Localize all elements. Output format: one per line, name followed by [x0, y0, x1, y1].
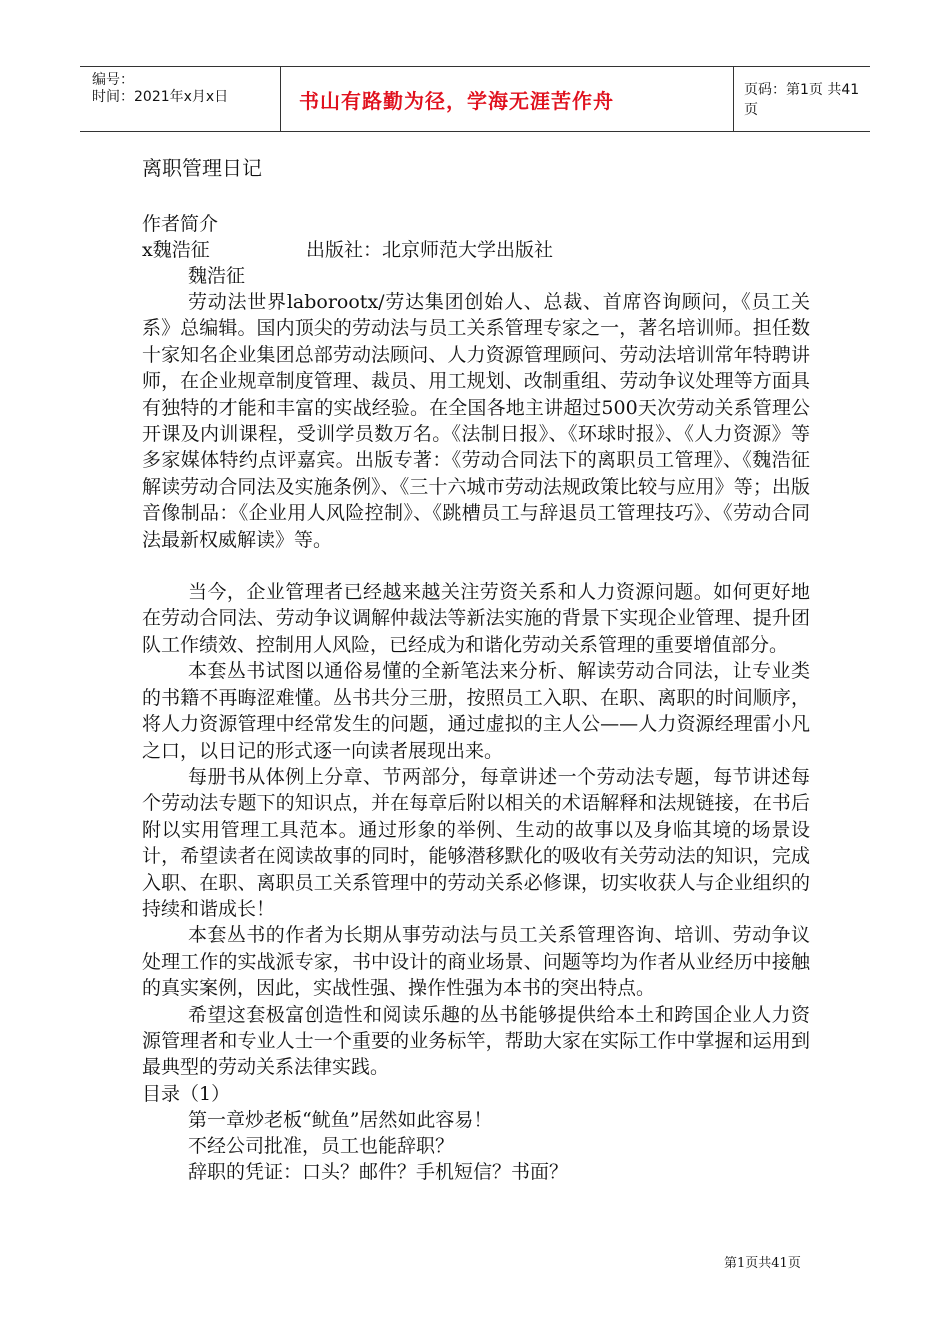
author-section-heading: 作者简介	[142, 213, 219, 235]
intro-paragraph: 本套丛书试图以通俗易懂的全新笔法来分析、解读劳动合同法，让专业类的书籍不再晦涩难懂。丛书共分三册，按照员工入职、在职、离职的时间顺序，将人力资源管理中经常发生的问题，通过虚拟的主人公——人力资源经理雷小凡之口，以日记的形式逐一向读者展现出来。	[142, 660, 810, 762]
header-page-label: 页码：第1页 共41页	[744, 82, 860, 118]
header-page-cell	[734, 67, 870, 131]
author-publisher-row	[142, 237, 810, 263]
intro-paragraph: 当今，企业管理者已经越来越关注劳资关系和人力资源问题。如何更好地在劳动合同法、劳动争议调解仲裁法等新法实施的背景下实现企业管理、提升团队工作绩效、控制用人风险，已经成为和谐化劳动关系管理的重要增值部分。	[142, 581, 810, 656]
toc-item: 辞职的凭证：口头？邮件？手机短信？书面？	[188, 1160, 569, 1183]
document-title: 离职管理日记	[142, 156, 262, 180]
author-bio: 劳动法世界laborootx/劳达集团创始人、总裁、首席咨询顾问，《员工关系》总编辑。国内顶尖的劳动法与员工关系管理专家之一，著名培训师。担任数十家知名企业集团总部劳动法顾问、人力资源管理顾问、劳动法培训常年特聘讲师，在企业规章制度管理、裁员、用工规划、改制重组、劳动争议处理等方面具有独特的才能和丰富的实战经验。在全国各地主讲超过500天次劳动关系管理公开课及内训课程，受训学员数万名。《法制日报》、《环球时报》、《人力资源》等多家媒体特约点评嘉宾。出版专著：《劳动合同法下的离职员工管理》、《魏浩征解读劳动合同法及实施条例》、《三十六城市劳动法规政策比较与应用》等；出版音像制品：《企业用人风险控制》、《跳槽员工与辞退员工管理技巧》、《劳动合同法最新权威解读》等。	[142, 291, 810, 551]
motto-text: 书山有路勤为径，学海无涯苦作舟	[299, 88, 614, 113]
toc-item: 不经公司批准，员工也能辞职？	[188, 1134, 455, 1157]
toc-heading: 目录（1）	[142, 1082, 231, 1105]
publisher-line: 出版社：北京师范大学出版社	[306, 239, 554, 261]
paragraph-gap	[142, 553, 810, 579]
intro-paragraph: 本套丛书的作者为长期从事劳动法与员工关系管理咨询、培训、劳动争议处理工作的实战派专家，书中设计的商业场景、问题等均为作者从业经历中接触的真实案例，因此，实战性强、操作性强为本书的突出特点。	[142, 924, 810, 1000]
header-meta	[80, 67, 280, 131]
intro-paragraph: 每册书从体例上分章、节两部分，每章讲述一个劳动法专题，每节讲述每个劳动法专题下的知识点，并在每章后附以相关的术语解释和法规链接，在书后附以实用管理工具范本。通过形象的举例、生动的故事以及身临其境的场景设计，希望读者在阅读故事的同时，能够潜移默化的吸收有关劳动法的知识，完成入职、在职、离职员工关系管理中的劳动关系必修课，切实收获人与企业组织的持续和谐成长！	[142, 765, 810, 920]
author-name: 魏浩征	[188, 265, 246, 287]
time-label: 时间：2021年x月x日	[92, 89, 229, 105]
toc-item: 第一章炒老板“鱿鱼”居然如此容易！	[188, 1108, 493, 1131]
document-body	[142, 148, 810, 1185]
page-header	[80, 66, 870, 132]
page-footer: 第1页共41页	[724, 1256, 801, 1271]
intro-paragraph: 希望这套极富创造性和阅读乐趣的丛书能够提供给本土和跨国企业人力资源管理者和专业人士一个重要的业务标竿，帮助大家在实际工作中掌握和运用到最典型的劳动关系法律实践。	[142, 1003, 810, 1079]
author-line: x魏浩征	[142, 239, 210, 261]
number-label: 编号：	[92, 72, 134, 88]
header-motto-cell	[280, 67, 734, 131]
